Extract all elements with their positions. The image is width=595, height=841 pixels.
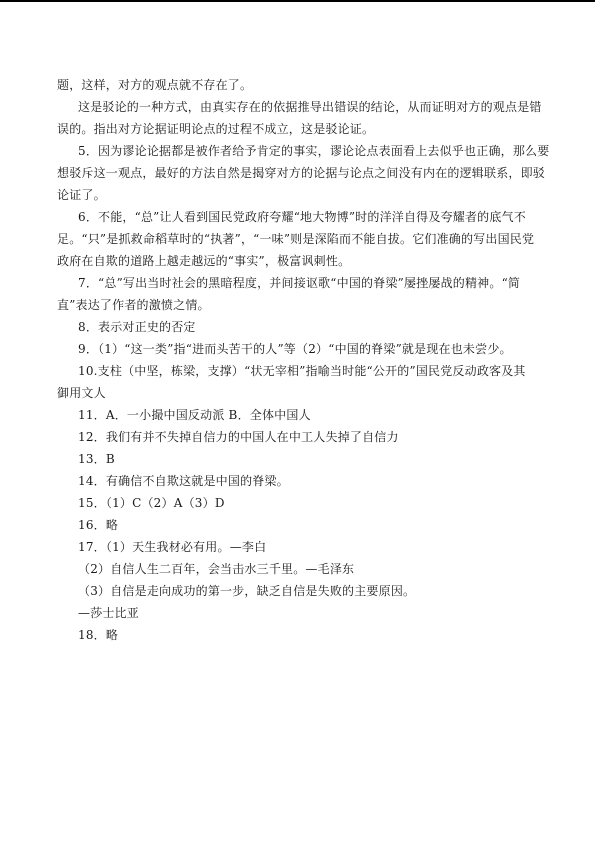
answer-17: 17．（1）天生我材必有用。—李白 [78,540,267,554]
answer-8: 8．表示对正史的否定 [78,320,196,334]
answer-13: 13．B [78,452,115,466]
text-line: 题，这样，对方的观点就不存在了。 [57,78,253,92]
text-line: 御用文人 [57,386,106,400]
answer-14: 14．有确信不自欺这就是中国的脊梁。 [78,474,289,488]
answer-12: 12．我们有并不失掉自信力的中国人在中工人失掉了自信力 [78,430,399,444]
text-line: 想驳斥这一观点，最好的方法自然是揭穿对方的论据与论点之间没有内在的逻辑联系，即驳 [57,166,546,180]
answer-17-part-2: （2）自信人生二百年，会当击水三千里。—毛泽东 [78,562,355,576]
text-line: 误的。指出对方论据证明论点的过程不成立，这是驳论证。 [57,122,375,136]
answer-17-part-3: （3）自信是走向成功的第一步，缺乏自信是失败的主要原因。 [78,584,416,598]
answer-6: 6．不能，“总”让人看到国民党政府夸耀“地大物博”时的洋洋自得及夸耀者的底气不 [78,210,526,224]
answer-7: 7．“总”写出当时社会的黑暗程度，并间接讴歌“中国的脊梁”屡挫屡战的精神。“简 [78,276,521,290]
answer-15: 15．（1）C（2）A（3）D [78,496,225,510]
quote-attribution: —莎士比亚 [78,606,140,620]
document-body [57,74,550,646]
page-top-rule [0,0,595,2]
answer-9: 9．（1）“这一类”指“进而头苦干的人”等（2）“中国的脊梁”就是现在也未尝少。 [78,342,512,356]
answer-16: 16．略 [78,518,119,532]
answer-11: 11．A．一小撮中国反动派 B．全体中国人 [78,408,311,422]
text-line: 这是驳论的一种方式，由真实存在的依据推导出错误的结论，从而证明对方的观点是错 [78,100,542,114]
answer-18: 18．略 [78,628,119,642]
text-line: 论证了。 [57,188,106,202]
text-line: 足。“只”是抓救命稻草时的“执著”，“一味”则是深陷而不能自拔。它们准确的写出国民党 [57,232,535,246]
text-line: 直”表达了作者的激愤之情。 [57,298,210,312]
text-line: 政府在自欺的道路上越走越远的“事实”，极富讽刺性。 [57,254,351,268]
answer-10: 10.支柱（中坚，栋梁，支撑）“状无宰相”指喻当时能“公开的”国民党反动政客及其 [78,364,526,378]
answer-5: 5．因为谬论论据都是被作者给予肯定的事实，谬论论点表面看上去似乎也正确，那么要 [78,144,550,158]
